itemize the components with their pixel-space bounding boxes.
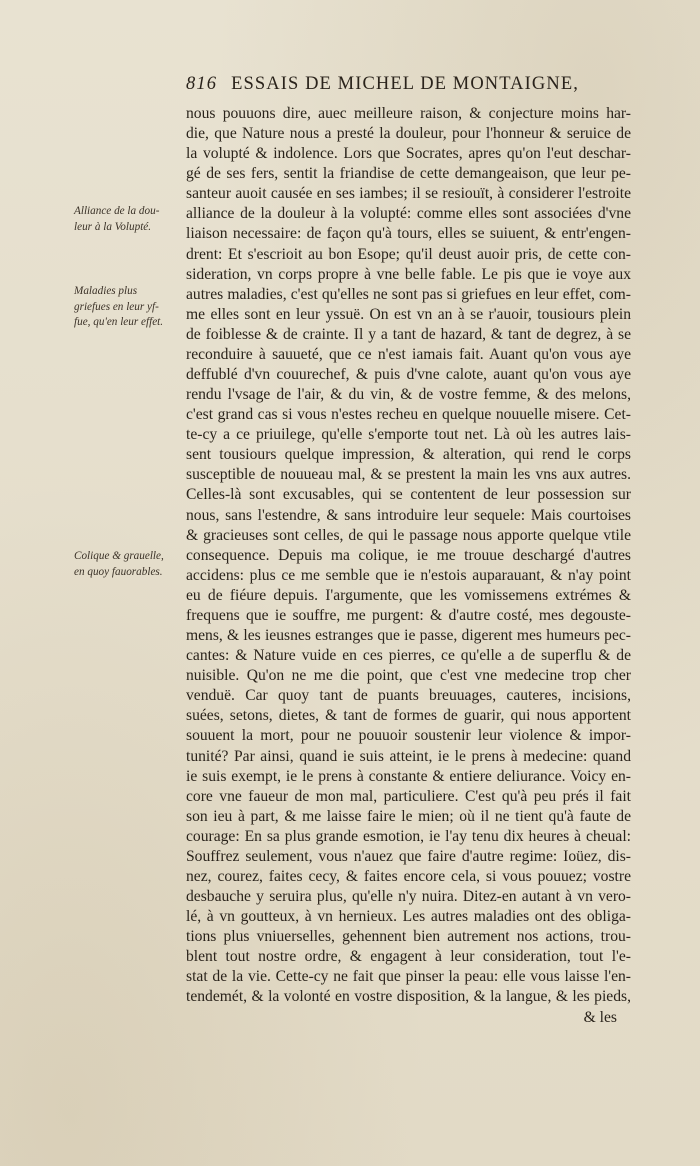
- text-line: lé, à vn goutteux, à vn hernieux. Les autres maladies ont des obliga-: [186, 908, 631, 926]
- text-line: mens, & les ieusnes estranges que ie passe, digerent mes humeurs pec-: [186, 627, 631, 645]
- text-line: frequens que ie souffre, me purgent: & d'autre costé, mes degouste-: [186, 606, 631, 624]
- margin-note-colique: [74, 549, 182, 580]
- text-line: courage: En sa plus grande esmotion, ie l'ay tenu dix heures à cheual:: [186, 827, 631, 845]
- page-header: [186, 74, 626, 100]
- text-line: tunité? Par ainsi, quand ie suis atteint, ie le prens à medecine: quand: [186, 747, 631, 765]
- body-text: [186, 104, 631, 1028]
- text-line: nuisible. Qu'on ne me die point, que c'est vne medecine trop cher: [186, 667, 631, 685]
- text-line: son ieu à part, & me laisse faire le mien; où il ne tient qu'à faute de: [186, 807, 631, 825]
- text-line: reconduire à sauueté, que ce n'est iamais fait. Auant qu'on vous aye: [186, 345, 631, 363]
- text-line: autres maladies, c'est qu'elles ne sont pas si griefues en leur effet, com-: [186, 285, 631, 303]
- text-line: gé de ses fers, sentit la friandise de cette demangeaison, que leur pe-: [186, 165, 631, 183]
- text-line: Celles-là sont excusables, qui se contentent de leur possession sur: [186, 486, 631, 504]
- text-line: blent tout nostre ordre, & engagent à leur consideration, tout l'e-: [186, 948, 631, 966]
- text-line: te-cy a ce priuilege, qu'elle s'emporte tout net. Là où les autres lais-: [186, 426, 631, 444]
- text-line: desbauche y seruira plus, qu'elle n'y nuira. Ditez-en autant à vn vero-: [186, 888, 631, 906]
- text-line: nez, courez, faites cecy, & faites encore cela, si vous pouuez; vostre: [186, 867, 631, 885]
- text-line: c'est grand cas si vous n'estes recheu en quelque nouuelle misere. Cet-: [186, 406, 631, 424]
- text-line: eu de fiéure depuis. I'argumente, que les vomissemens extrémes &: [186, 586, 631, 604]
- text-line: accidens: plus ce me semble que ie n'estois auparauant, & n'ay point: [186, 566, 631, 584]
- text-line: tendemét, & la volonté en vostre disposition, & la langue, & les pieds,: [186, 988, 631, 1006]
- text-line: sideration, vn corps propre à vne belle fable. Le pis que ie voye aux: [186, 265, 631, 283]
- text-line: rendu l'vsage de l'air, & du vin, & de vostre femme, & des melons,: [186, 386, 631, 404]
- text-line: consequence. Depuis ma colique, ie me trouue deschargé d'autres: [186, 546, 631, 564]
- text-line: la volupté & indolence. Lors que Socrates, apres qu'on l'eut deschar-: [186, 145, 631, 163]
- text-line: core vne faueur de mon mal, particuliere. C'est qu'à peu prés il fait: [186, 787, 631, 805]
- margin-note-line: Colique & grauelle,: [74, 550, 164, 562]
- text-line: alliance de la douleur à la volupté: comme elles sont associées d'vne: [186, 205, 631, 223]
- margin-note-line: Maladies plus: [74, 285, 138, 297]
- margin-note-line: griefues en leur yf-: [74, 300, 159, 313]
- text-line: nous pouuons dire, auec meilleure raison, & conjecture moins har-: [186, 105, 631, 122]
- text-line: cantes: & Nature vuide en ces pierres, ce qu'elle a de superflu & de: [186, 647, 631, 665]
- text-line: susceptible de nouueau mal, & se prestent la main les vns aux autres.: [186, 466, 631, 484]
- text-line: liaison necessaire: de façon qu'à tours, elles se suiuent, & entr'engen-: [186, 225, 631, 243]
- text-line: me elles sont en leur yssuë. On est vn an à se r'auoir, tousiours plein: [186, 305, 631, 323]
- text-line: Souffrez seulement, vous n'auez que faire d'autre regime: Ioüez, dis-: [186, 847, 631, 865]
- text-line: de foiblesse & de crainte. Il y a tant de hazard, & tant de degrez, à se: [186, 325, 631, 343]
- text-line: die, que Nature nous a presté la douleur, pour l'honneur & seruice de: [186, 125, 631, 143]
- margin-note-line: en quoy fauorables.: [74, 565, 163, 578]
- margin-note-line: leur à la Volupté.: [74, 220, 152, 233]
- margin-note-alliance: [74, 204, 182, 235]
- text-line: souuent la mort, pour ne pouuoir soustenir leur violence & impor-: [186, 727, 631, 745]
- text-line: stat de la vie. Cette-cy ne fait que pinser la peau: elle vous laisse l'en-: [186, 968, 631, 986]
- text-line: suées, setons, dietes, & tant de formes de guarir, qui nous apportent: [186, 707, 631, 725]
- text-line: sent tousiours quelque impression, & alteration, qui rend le corps: [186, 446, 631, 464]
- margin-note-line: fue, qu'en leur effet.: [74, 316, 164, 328]
- text-line: tions plus vniuerselles, gehennent bien autrement nos actions, trou-: [186, 928, 631, 946]
- text-line: deffublé d'vn couurechef, & puis d'vne calote, auant qu'on vous aye: [186, 366, 631, 384]
- margin-note-maladies: [74, 284, 182, 331]
- text-line: drent: Et s'escrioit au bon Esope; qu'il deust auoir pris, de cette con-: [186, 245, 631, 263]
- margin-note-line: Alliance de la dou-: [74, 205, 160, 217]
- page-number: 816: [186, 74, 218, 94]
- running-title: ESSAIS DE MICHEL DE MONTAIGNE,: [231, 74, 579, 94]
- text-line: nous, sans l'estendre, & sans introduire leur sequele: Mais courtoises: [186, 506, 631, 524]
- text-line: & gracieuses sont celles, de qui le passage nous apporte quelque vtile: [186, 526, 631, 544]
- text-line: santeur auoit causée en ses iambes; il se resiouït, à considerer l'estroite: [186, 185, 631, 203]
- text-line: venduë. Car quoy tant de puants breuuages, cauteres, incisions,: [186, 687, 631, 705]
- text-line: ie suis exempt, ie le prens à constante & entiere deliurance. Voicy en-: [186, 767, 631, 785]
- text-line: & les: [583, 1008, 617, 1026]
